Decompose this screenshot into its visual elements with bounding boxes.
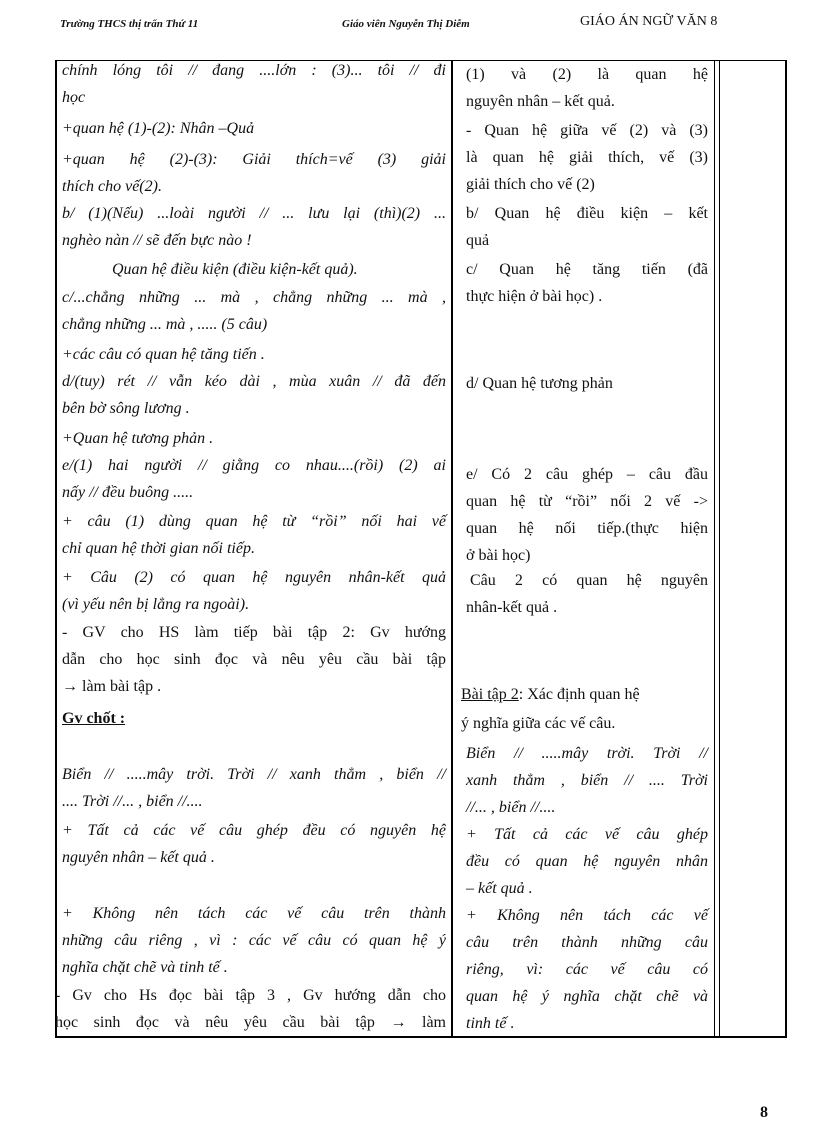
page-number: 8 (760, 1104, 768, 1121)
table-top-border (55, 60, 787, 61)
text-line: (vì yếu nên bị lẳng ra ngoài). (62, 596, 250, 613)
text-line: quả (466, 232, 490, 249)
text-line: quan hệ ý nghĩa chặt chẽ và (466, 988, 708, 1005)
exercise-2-label: Bài tập 2 (461, 686, 519, 703)
text-line: d/(tuy) rét // vẫn kéo dài , mùa xuân // đã đến (62, 373, 446, 390)
table-divider-1 (451, 60, 453, 1038)
text-line: là quan hệ giải thích, vế (3) (466, 149, 708, 166)
text-line: e/(1) hai người // giằng co nhau....(rồi) (2) ai (62, 457, 446, 474)
text-line: chính lóng tôi // đang ....lớn : (3)... tôi // đi (62, 62, 446, 79)
text-line: nguyên nhân – kết quả. (466, 93, 615, 110)
text-line: – kết quả . (466, 880, 533, 897)
exercise-2-desc: : Xác định quan hệ (518, 686, 640, 703)
header-title: GIÁO ÁN NGỮ VĂN 8 (580, 14, 718, 29)
text-line: → làm bài tập . (62, 678, 162, 695)
text-line: //... , biển //.... (466, 799, 556, 816)
text-line: ở bài học) (466, 547, 531, 564)
page-header (60, 12, 790, 38)
text-line: chẳng những ... mà , ..... (5 câu) (62, 316, 268, 333)
text-line: b/ Quan hệ điều kiện – kết (466, 205, 708, 222)
text-line: chỉ quan hệ thời gian nối tiếp. (62, 540, 255, 557)
header-school: Trường THCS thị trấn Thứ 11 (60, 18, 199, 30)
text-line: + câu (1) dùng quan hệ từ “rồi” nối hai vế (62, 513, 446, 530)
text-line: d/ Quan hệ tương phản (466, 375, 613, 392)
text-line: thích cho vế(2). (62, 178, 162, 195)
text-line: những câu riêng , vì : các vế câu có quan hệ ý (62, 932, 446, 949)
text-line: tinh tế . (466, 1015, 515, 1032)
text-line: xanh thẳm , biển // .... Trời (466, 772, 708, 789)
table-bottom-border (55, 1036, 787, 1038)
text-line: c/ Quan hệ tăng tiến (đã (466, 261, 708, 278)
text-line: b/ (1)(Nếu) ...loài người // ... lưu lại (thì)(2) ... (62, 205, 446, 222)
text-line: Quan hệ điều kiện (điều kiện-kết quả). (112, 261, 358, 278)
text-line: - Quan hệ giữa vế (2) và (3) (466, 122, 708, 139)
text-line: c/...chẳng những ... mà , chẳng những ... mà , (62, 289, 446, 306)
table-divider-2 (714, 60, 715, 1038)
text-line: nhân-kết quả . (466, 599, 558, 616)
text-line: e/ Có 2 câu ghép – câu đầu (466, 466, 708, 483)
header-teacher: Giáo viên Nguyễn Thị Diễm (342, 18, 470, 30)
text-line: bên bờ sông lương . (62, 400, 190, 417)
text-line: thực hiện ở bài học) . (466, 288, 603, 305)
text-line: Câu 2 có quan hệ nguyên (470, 572, 708, 589)
text-line: dẫn cho học sinh đọc và nêu yêu cầu bài tập (62, 651, 446, 668)
text-line: nấy // đều buông ..... (62, 484, 194, 501)
text-line: riêng, vì: các vế câu có (466, 961, 708, 978)
text-line: ý nghĩa giữa các vế câu. (461, 715, 616, 732)
exercise-2-heading (461, 686, 708, 704)
table-right-border (785, 60, 787, 1038)
table-divider-3 (719, 60, 720, 1038)
text-line: + Không nên tách các vế (466, 907, 708, 924)
text-line: (1) và (2) là quan hệ (466, 66, 708, 83)
text-line: .... Trời //... , biển //.... (62, 793, 203, 810)
conclusion-heading: Gv chốt : (62, 710, 126, 727)
text-line: quan hệ nối tiếp.(thực hiện (466, 520, 708, 537)
text-line: - Gv cho Hs đọc bài tập 3 , Gv hướng dẫn cho (55, 987, 446, 1004)
text-line: +quan hệ (1)-(2): Nhân –Quả (62, 120, 255, 137)
text-line: giải thích cho vế (2) (466, 176, 595, 193)
text-line: nghĩa chặt chẽ và tinh tế . (62, 959, 228, 976)
text-line: học (62, 89, 86, 106)
lesson-table (55, 60, 787, 1038)
text-line: quan hệ từ “rồi” nối 2 vế -> (466, 493, 708, 510)
text-line: Biển // .....mây trời. Trời // xanh thẳm , biển // (62, 766, 446, 783)
text-line: học sinh đọc và nêu yêu cầu bài tập → làm (55, 1014, 446, 1031)
text-line: +Quan hệ tương phản . (62, 430, 214, 447)
text-line: nghèo nàn // sẽ đến bực nào ! (62, 232, 252, 249)
table-left-border (55, 60, 57, 1038)
text-line: nguyên nhân – kết quả . (62, 849, 215, 866)
text-line: đều có quan hệ nguyên nhân (466, 853, 708, 870)
text-line: +quan hệ (2)-(3): Giải thích=vế (3) giải (62, 151, 446, 168)
text-line: + Tất cả các vế câu ghép đều có nguyên hệ (62, 822, 446, 839)
text-line: + Tất cả các vế câu ghép (466, 826, 708, 843)
text-line: + Không nên tách các vế câu trên thành (62, 905, 446, 922)
text-line: +các câu có quan hệ tăng tiến . (62, 346, 265, 363)
text-line: + Câu (2) có quan hệ nguyên nhân-kết quả (62, 569, 446, 586)
text-line: câu trên thành những câu (466, 934, 708, 951)
text-line: Biển // .....mây trời. Trời // (466, 745, 708, 762)
text-line: - GV cho HS làm tiếp bài tập 2: Gv hướng (62, 624, 446, 641)
